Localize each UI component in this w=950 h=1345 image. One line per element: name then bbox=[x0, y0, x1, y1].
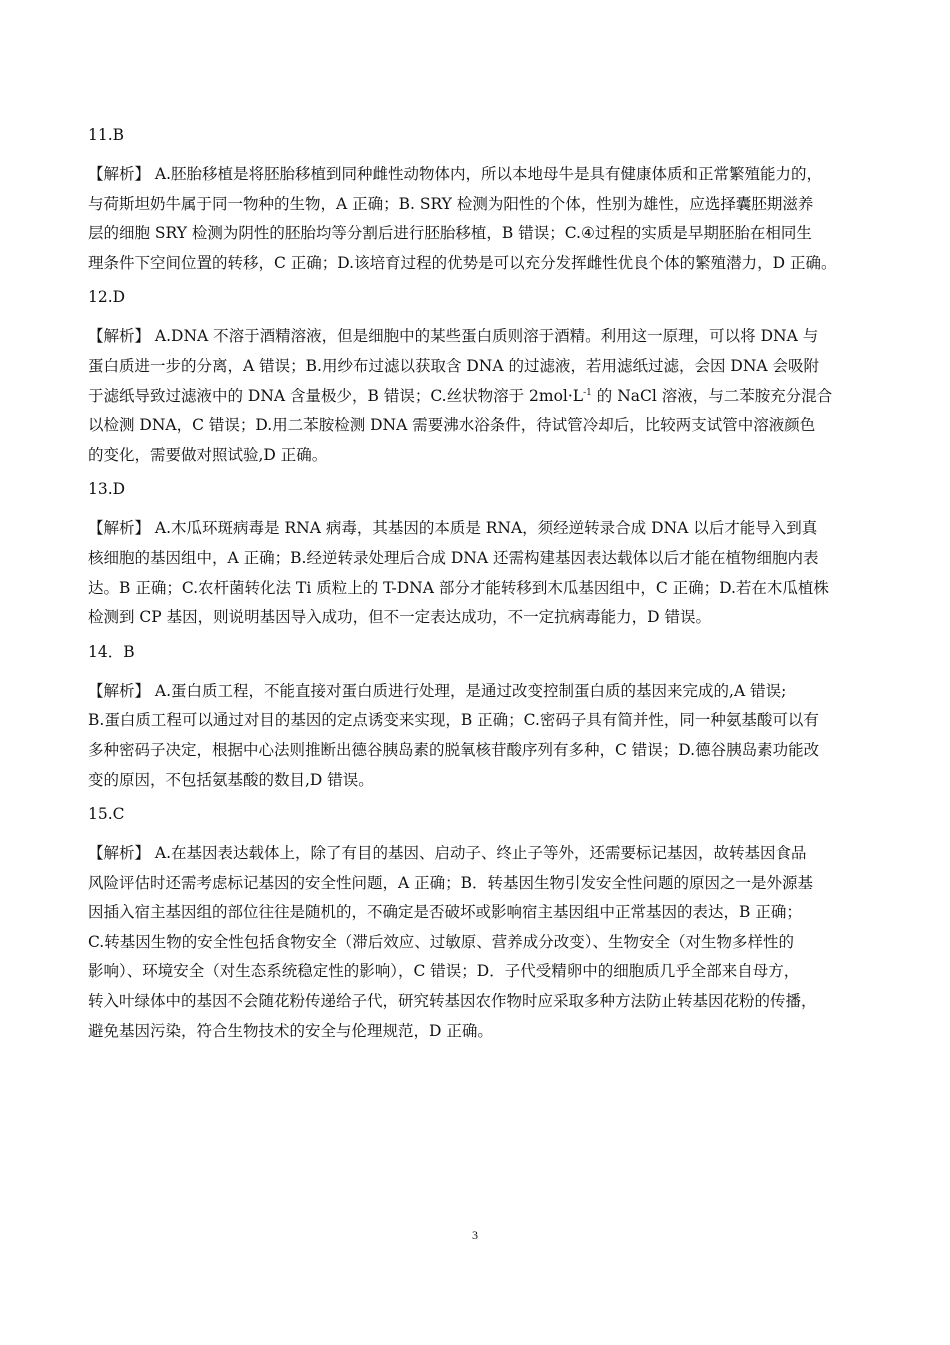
explanation-line: 【解析】 A.DNA 不溶于酒精溶液，但是细胞中的某些蛋白质则溶于酒精。利用这一原理，可以将 DNA 与 bbox=[88, 327, 819, 346]
explanation-line: 蛋白质进一步的分离，A 错误；B.用纱布过滤以获取含 DNA 的过滤液，若用滤纸过滤，会因 DNA 会吸附 bbox=[88, 356, 820, 375]
page-number: 3 bbox=[472, 1228, 478, 1242]
explanation-line: 检测到 CP 基因，则说明基因导入成功，但不一定表达成功，不一定抗病毒能力，D 错误。 bbox=[88, 608, 711, 627]
document-body bbox=[88, 124, 878, 1046]
explanation-line: C.转基因生物的安全性包括食物安全（滞后效应、过敏原、营养成分改变）、生物安全（对生物多样性的 bbox=[88, 932, 794, 951]
question-block-12 bbox=[88, 286, 878, 470]
question-block-15 bbox=[88, 803, 878, 1046]
explanation-line: 理条件下空间位置的转移，C 正确；D.该培育过程的优势是可以充分发挥雌性优良个体的繁殖潜力，D 正确。 bbox=[88, 253, 837, 272]
explanation-line: 层的细胞 SRY 检测为阴性的胚胎均等分割后进行胚胎移植，B 错误；C.④过程的实质是早期胚胎在相同生 bbox=[88, 224, 812, 243]
question-block-14 bbox=[88, 641, 878, 795]
question-block-11 bbox=[88, 124, 878, 278]
question-number: 14．B bbox=[88, 642, 135, 661]
question-number: 11.B bbox=[88, 126, 125, 144]
explanation-line: 【解析】 A.木瓜环斑病毒是 RNA 病毒，其基因的本质是 RNA，须经逆转录合成 DNA 以后才能导入到真 bbox=[88, 519, 818, 538]
explanation-line: 达。B 正确；C.农杆菌转化法 Ti 质粒上的 T-DNA 部分才能转移到木瓜基因组中，C 正确；D.若在木瓜植株 bbox=[88, 578, 829, 597]
superscript-unit: -1 bbox=[583, 387, 592, 398]
explanation-line: 多种密码子决定，根据中心法则推断出德谷胰岛素的脱氧核苷酸序列有多种，C 错误；D.德谷胰岛素功能改 bbox=[88, 740, 820, 759]
question-number: 15.C bbox=[88, 805, 125, 824]
question-number: 13.D bbox=[88, 480, 126, 499]
explanation-line: 影响）、环境安全（对生态系统稳定性的影响），C 错误；D．子代受精卵中的细胞质几乎全部来自母方， bbox=[88, 962, 800, 981]
explanation-line: 核细胞的基因组中，A 正确；B.经逆转录处理后合成 DNA 还需构建基因表达载体以后才能在植物细胞内表 bbox=[88, 548, 819, 567]
explanation-line: B.蛋白质工程可以通过对目的基因的定点诱变来实现，B 正确；C.密码子具有简并性，同一种氨基酸可以有 bbox=[88, 711, 819, 730]
question-number: 12.D bbox=[88, 288, 126, 307]
explanation-line: 变的原因，不包括氨基酸的数目,D 错误。 bbox=[88, 770, 374, 789]
explanation-line bbox=[88, 382, 878, 412]
explanation-line: 因插入宿主基因组的部位往往是随机的，不确定是否破坏或影响宿主基因组中正常基因的表达，B 正确； bbox=[88, 903, 802, 922]
explanation-line: 的变化，需要做对照试验,D 正确。 bbox=[88, 445, 328, 464]
explanation-text: 的 NaCl 溶液，与二苯胺充分混合 bbox=[591, 386, 833, 405]
explanation-line: 转入叶绿体中的基因不会随花粉传递给子代，研究转基因农作物时应采取多种方法防止转基因花粉的传播， bbox=[88, 992, 817, 1011]
question-block-13 bbox=[88, 478, 878, 632]
explanation-line: 【解析】 A.胚胎移植是将胚胎移植到同种雌性动物体内，所以本地母牛是具有健康体质和正常繁殖能力的， bbox=[88, 165, 823, 183]
explanation-line: 避免基因污染，符合生物技术的安全与伦理规范，D 正确。 bbox=[88, 1021, 493, 1040]
explanation-line: 以检测 DNA，C 错误；D.用二苯胺检测 DNA 需要沸水浴条件，待试管冷却后，比较两支试管中溶液颜色 bbox=[88, 416, 816, 435]
explanation-line: 【解析】 A.蛋白质工程，不能直接对蛋白质进行处理，是通过改变控制蛋白质的基因来完成的,A 错误; bbox=[88, 681, 787, 700]
explanation-line: 风险评估时还需考虑标记基因的安全性问题，A 正确；B．转基因生物引发安全性问题的原因之一是外源基 bbox=[88, 873, 814, 892]
explanation-text: 于滤纸导致过滤液中的 DNA 含量极少，B 错误；C.丝状物溶于 2mol·L bbox=[88, 386, 584, 405]
explanation-line: 【解析】 A.在基因表达载体上，除了有目的基因、启动子、终止子等外，还需要标记基因，故转基因食品 bbox=[88, 844, 807, 863]
explanation-line: 与荷斯坦奶牛属于同一物种的生物，A 正确；B. SRY 检测为阳性的个体，性别为雄性，应选择囊胚期滋养 bbox=[88, 194, 814, 213]
